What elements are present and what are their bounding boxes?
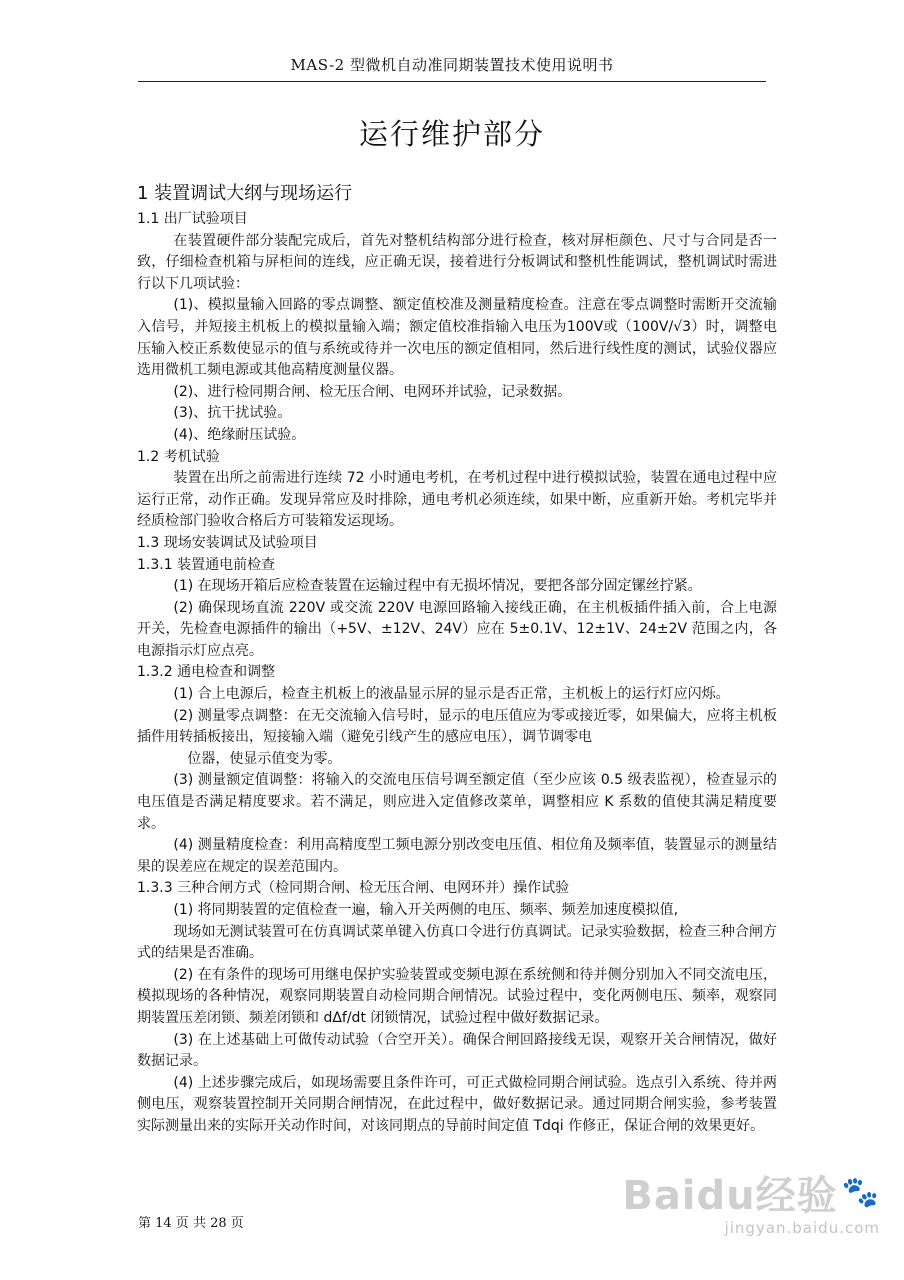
list-item: 现场如无测试装置可在仿真调试菜单键入仿真口令进行仿真调试。记录实验数据，检查三种合闸方式的结果是否准确。	[137, 923, 777, 962]
section-1-2-heading: 1.2 考机试验	[137, 448, 220, 465]
section-1-1-heading: 1.1 出厂试验项目	[137, 211, 248, 227]
list-item: (1) 将同期装置的定值检查一遍，输入开关两侧的电压、频率、频差加速度模拟值,	[173, 902, 679, 918]
page-header: MAS-2 型微机自动准同期装置技术使用说明书	[138, 54, 766, 82]
list-item: (4) 上述步骤完成后，如现场需要且条件许可，可正式做检同期合闸试验。选点引入系统、待并两侧电压，观察装置控制开关同期合闸情况，在此过程中，做好数据记录。通过同期合闸实验，参考装置实际测量出来的实际开关动作时间，对该同期点的导前时间定值 Tdqi 作修正，保证合闸的效果更好。	[137, 1074, 777, 1134]
list-item: (1) 在现场开箱后应检查装置在运输过程中有无损坏情况，要把各部分固定镙丝拧紧。	[173, 578, 702, 595]
list-item: (4)、绝缘耐压试验。	[173, 426, 306, 443]
paragraph: 在装置硬件部分装配完成后，首先对整机结构部分进行检查，核对屏柜颜色、尺寸与合同是否一致，仔细检查机箱与屏柜间的连线，应正确无误，接着进行分板调试和整机性能调试，整机调试时需进行以下几项试验：	[137, 232, 777, 292]
list-item: (3)、抗干扰试验。	[173, 405, 292, 422]
page-footer: 第 14 页 共 28 页	[138, 1216, 244, 1231]
list-item-continuation: 位器，使显示值变为零。	[187, 750, 342, 767]
baidu-watermark	[622, 1164, 880, 1237]
list-item: (3) 在上述基础上可做传动试验（合空开关）。确保合闸回路接线无误，观察开关合闸情况，做好数据记录。	[137, 1031, 777, 1070]
list-item: (1)、模拟量输入回路的零点调整、额定值校准及测量精度检查。注意在零点调整时需断开交流输入信号，并短接主机板上的模拟量输入端；额定值校准指输入电压为100V或（100V/√3）时，调整电压输入校正系数使显示的值与系统或待并一次电压的额定值相同，然后进行线性度的测试，试验仪器应选用微机工频电源或其他高精度测量仪器。	[137, 297, 777, 379]
paw-icon: 🐾	[841, 1175, 880, 1210]
list-item: (3) 测量额定值调整：将输入的交流电压信号调至额定值（至少应该 0.5 级表监视），检查显示的电压值是否满足精度要求。若不满足，则应进入定值修改菜单，调整相应 K 系数的值使其满足精度要求。	[137, 772, 777, 832]
section-1-3-2-heading: 1.3.2 通电检查和调整	[137, 664, 276, 681]
watermark-logo-text: Baidu经验	[622, 1173, 838, 1219]
list-item: (4) 测量精度检查：利用高精度型工频电源分别改变电压值、相位角及频率值，装置显示的测量结果的误差应在规定的误差范围内。	[137, 837, 777, 875]
list-item: (2) 测量零点调整：在无交流输入信号时，显示的电压值应为零或接近零，如果偏大，应将主机板插件用转插板接出，短接输入端（避免引线产生的感应电压），调节调零电	[137, 707, 777, 746]
section-1-3-heading: 1.3 现场安装调试及试验项目	[137, 534, 318, 551]
watermark-logo	[622, 1164, 880, 1221]
document-body	[137, 180, 777, 1138]
list-item: (1) 合上电源后，检查主机板上的液晶显示屏的显示是否正常，主机板上的运行灯应闪烁。	[173, 686, 730, 703]
list-item: (2) 确保现场直流 220V 或交流 220V 电源回路输入接线正确，在主机板插件插入前，合上电源开关，先检查电源插件的输出（+5V、±12V、24V）应在 5±0.1V、12±1V、24±2V 范围之内，各电源指示灯应点亮。	[137, 599, 777, 659]
section-1-3-1-heading: 1.3.1 装置通电前检查	[137, 556, 276, 573]
list-item: (2)、进行检同期合闸、检无压合闸、电网环并试验，记录数据。	[173, 383, 572, 400]
paragraph: 装置在出所之前需进行连续 72 小时通电考机，在考机过程中进行模拟试验，装置在通电过程中应运行正常，动作正确。发现异常应及时排除，通电考机必须连续，如果中断，应重新开始。考机完毕并经质检部门验收合格后方可装箱发运现场。	[137, 470, 777, 530]
watermark-url: jingyan.baidu.com	[724, 1219, 880, 1237]
list-item: (2) 在有条件的现场可用继电保护实验装置或变频电源在系统侧和待并侧分别加入不同交流电压，模拟现场的各种情况，观察同期装置自动检同期合闸情况。试验过程中，变化两侧电压、频率，观察同期装置压差闭锁、频差闭锁和 dΔf/dt 闭锁情况，试验过程中做好数据记录。	[137, 966, 777, 1026]
section-1-heading: 1 装置调试大纲与现场运行	[137, 183, 353, 204]
section-1-3-3-heading: 1.3.3 三种合闸方式（检同期合闸、检无压合闸、电网环并）操作试验	[137, 880, 570, 897]
page-title: 运行维护部分	[358, 117, 545, 151]
